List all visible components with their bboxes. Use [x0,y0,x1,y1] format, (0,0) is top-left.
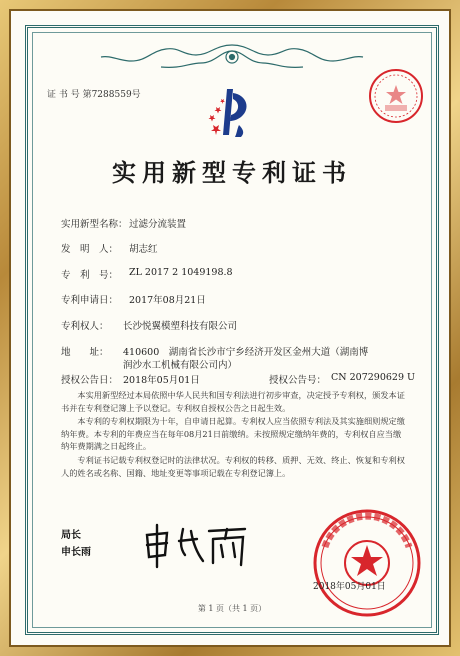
field-value-application-date: 2017年08月21日 [129,295,206,306]
page-footer: 第 1 页（共 1 页） [197,604,267,613]
field-label-inventor: 发 明 人： [61,244,119,255]
field-value-inventor: 胡志红 [129,244,158,255]
patent-office-logo-icon [207,85,253,143]
certificate-number: 证 书 号 第7288559号 [47,90,141,100]
page-title: 实用新型专利证书 [112,158,352,187]
field-value-name: 过滤分流装置 [129,219,187,230]
field-label-patent-number: 专 利 号： [61,270,119,281]
signature-name: 申长雨 [61,547,91,558]
handwritten-signature-icon [141,521,251,571]
field-value-patentee: 长沙悦翼模塑科技有限公司 [123,321,238,332]
field-label-application-date: 专利申请日： [61,295,119,306]
paragraph-grant-decision: 本实用新型经过本局依照中华人民共和国专利法进行初步审查，决定授予专利权，颁发本证书并在专利登记簿上予以登记。专利权自授权公告之日起生效。 [61,390,405,413]
small-seal-icon [367,67,425,125]
certificate-paper [9,9,451,647]
field-value-address-line2: 润沙水工机械有限公司内） [123,360,238,371]
paragraph-term-and-fees: 本专利的专利权期限为十年，自申请日起算。专利权人应当依照专利法及其实施细则规定缴纳年费。本专利的年费应当在每年08月21日前缴纳。未按照规定缴纳年费的，专利权自应当缴纳年费期满之日起终止。 [61,416,405,451]
field-value-grant-date: 2018年05月01日 [123,375,200,386]
field-label-address: 地 址： [61,347,109,358]
field-label-grant-date: 授权公告日： [61,375,119,386]
field-label-patentee: 专利权人： [61,321,109,332]
field-label-grant-number: 授权公告号： [269,375,327,386]
signature-title: 局长 [61,530,81,541]
field-value-patent-number: ZL 2017 2 1049198.8 [129,267,233,278]
field-value-grant-number: CN 207290629 U [331,372,416,383]
paragraph-legal-status: 专利证书记载专利权登记时的法律状况。专利权的转移、质押、无效、终止、恢复和专利权人的姓名或名称、国籍、地址变更等事项记载在专利登记簿上。 [61,455,405,478]
field-label-name: 实用新型名称： [61,219,128,230]
seal-date: 2018年05月01日 [313,582,386,592]
field-value-address-line1: 410600 湖南省长沙市宁乡经济开发区金州大道（湖南博 [123,347,369,358]
